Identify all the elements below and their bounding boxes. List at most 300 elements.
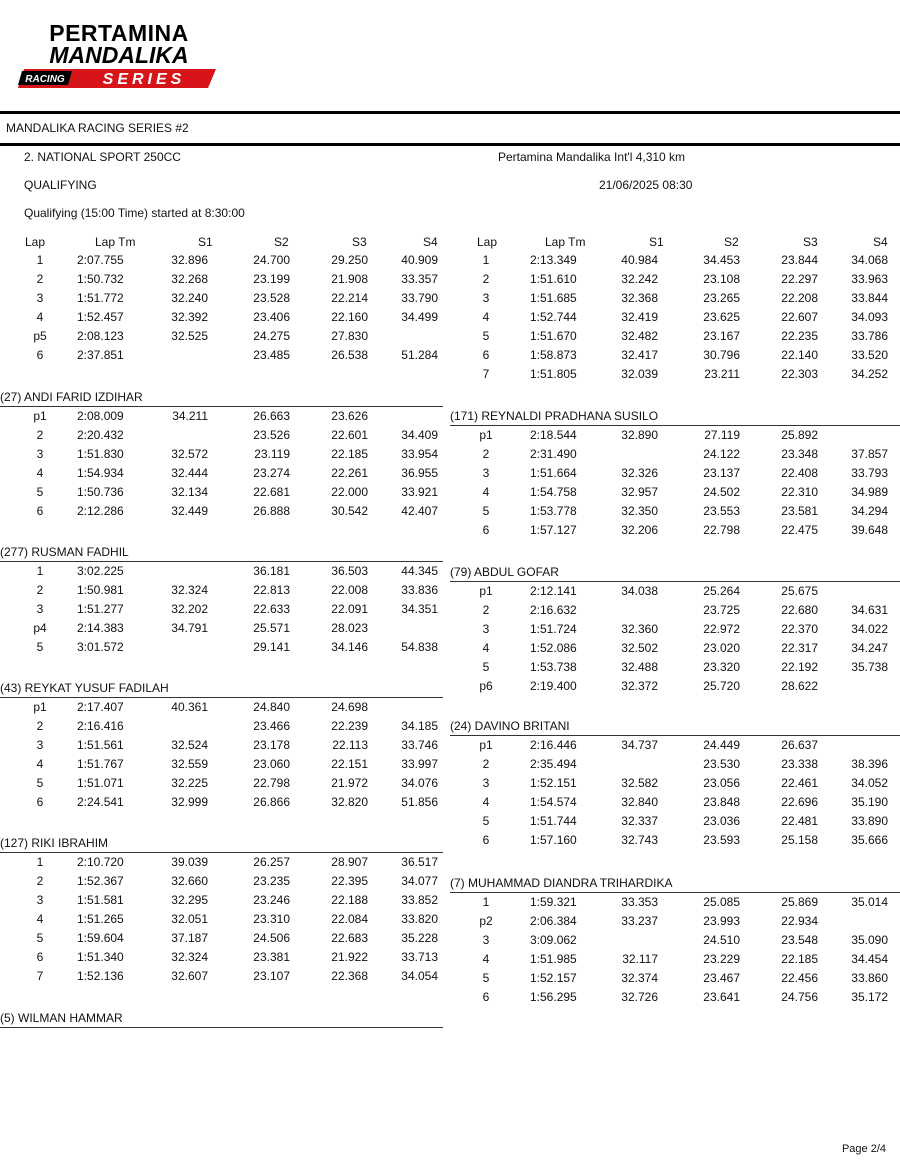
cell-lap: 1 xyxy=(36,253,44,267)
cell-s1: 32.225 xyxy=(171,776,208,790)
cell-lap: 3 xyxy=(482,622,490,636)
cell-s4: 34.454 xyxy=(851,952,888,966)
logo-series-text: SERIES xyxy=(102,71,186,88)
cell-s4: 35.738 xyxy=(851,660,888,674)
cell-s4: 35.666 xyxy=(851,833,888,847)
cell-s3: 22.188 xyxy=(331,893,368,907)
cell-s2: 23.199 xyxy=(253,272,290,286)
cell-s4: 34.077 xyxy=(401,874,438,888)
cell-s3: 22.297 xyxy=(781,272,818,286)
cell-s2: 26.888 xyxy=(253,504,290,518)
cell-tm: 2:18.544 xyxy=(530,428,577,442)
cell-s1: 32.295 xyxy=(171,893,208,907)
cell-s4: 34.294 xyxy=(851,504,888,518)
cell-s4: 34.409 xyxy=(401,428,438,442)
lap-row xyxy=(0,447,445,466)
cell-s1: 32.392 xyxy=(171,310,208,324)
rider-name: (27) ANDI FARID IZDIHAR xyxy=(0,390,143,404)
cell-s3: 24.756 xyxy=(781,990,818,1004)
cell-lap: 2 xyxy=(482,447,490,461)
lap-row xyxy=(450,660,900,679)
cell-tm: 3:01.572 xyxy=(77,640,124,654)
cell-s4: 34.054 xyxy=(401,969,438,983)
cell-s3: 27.830 xyxy=(331,329,368,343)
rider-name: (24) DAVINO BRITANI xyxy=(450,719,570,733)
lap-row xyxy=(0,969,445,988)
cell-s2: 24.502 xyxy=(703,485,740,499)
cell-lap: 3 xyxy=(482,291,490,305)
lap-row xyxy=(450,757,900,776)
cell-s1: 32.524 xyxy=(171,738,208,752)
cell-s3: 22.091 xyxy=(331,602,368,616)
session-start-info: Qualifying (15:00 Time) started at 8:30:00 xyxy=(24,206,245,220)
cell-lap: p1 xyxy=(479,428,493,442)
cell-s2: 23.530 xyxy=(703,757,740,771)
cell-s3: 34.146 xyxy=(331,640,368,654)
cell-lap: 2 xyxy=(482,272,490,286)
cell-s3: 22.601 xyxy=(331,428,368,442)
cell-s1: 32.957 xyxy=(621,485,658,499)
cell-s2: 22.681 xyxy=(253,485,290,499)
cell-s3: 22.185 xyxy=(331,447,368,461)
cell-s1: 32.326 xyxy=(621,466,658,480)
cell-tm: 1:52.367 xyxy=(77,874,124,888)
cell-tm: 2:08.123 xyxy=(77,329,124,343)
lap-row xyxy=(0,738,445,757)
cell-lap: 1 xyxy=(482,253,490,267)
cell-s4: 33.954 xyxy=(401,447,438,461)
cell-s4: 33.746 xyxy=(401,738,438,752)
cell-s3: 22.208 xyxy=(781,291,818,305)
cell-s2: 23.211 xyxy=(704,367,740,381)
cell-s1: 32.482 xyxy=(621,329,658,343)
cell-tm: 1:51.265 xyxy=(77,912,124,926)
lap-row xyxy=(0,776,445,795)
cell-lap: 2 xyxy=(482,757,490,771)
series-logo xyxy=(16,22,222,90)
lap-row xyxy=(450,914,900,933)
cell-s1: 34.211 xyxy=(172,409,208,423)
cell-lap: 4 xyxy=(482,485,490,499)
rider-name: (277) RUSMAN FADHIL xyxy=(0,545,129,559)
cell-s1: 32.242 xyxy=(621,272,658,286)
cell-s3: 23.626 xyxy=(331,409,368,423)
cell-s2: 23.641 xyxy=(703,990,740,1004)
cell-s3: 22.140 xyxy=(781,348,818,362)
lap-row xyxy=(0,272,445,291)
lap-row xyxy=(0,310,445,329)
cell-s1: 32.134 xyxy=(171,485,208,499)
cell-s1: 32.117 xyxy=(622,952,658,966)
cell-lap: 2 xyxy=(36,719,44,733)
header-lap: Lap xyxy=(25,235,46,249)
cell-s3: 22.680 xyxy=(781,603,818,617)
cell-s1: 32.206 xyxy=(621,523,658,537)
lap-row xyxy=(0,329,445,348)
cell-s1: 32.268 xyxy=(171,272,208,286)
lap-row xyxy=(450,990,900,1009)
cell-s4: 36.517 xyxy=(401,855,438,869)
cell-s4: 34.631 xyxy=(851,603,888,617)
cell-lap: 5 xyxy=(482,504,490,518)
cell-s2: 23.993 xyxy=(703,914,740,928)
cell-s4: 54.838 xyxy=(401,640,438,654)
cell-s2: 23.056 xyxy=(703,776,740,790)
cell-s3: 28.907 xyxy=(331,855,368,869)
cell-s3: 22.370 xyxy=(781,622,818,636)
lap-row xyxy=(0,912,445,931)
lap-row xyxy=(450,447,900,466)
logo-line-1: PERTAMINA xyxy=(49,22,189,46)
cell-s4: 42.407 xyxy=(401,504,438,518)
cell-tm: 2:08.009 xyxy=(77,409,124,423)
cell-s3: 22.461 xyxy=(781,776,818,790)
cell-s1: 32.525 xyxy=(171,329,208,343)
cell-s4: 35.014 xyxy=(851,895,888,909)
cell-lap: 3 xyxy=(36,738,44,752)
cell-s2: 23.265 xyxy=(703,291,740,305)
cell-lap: 7 xyxy=(36,969,44,983)
cell-s2: 23.526 xyxy=(253,428,290,442)
cell-s1: 32.337 xyxy=(621,814,658,828)
rider-name: (5) WILMAN HAMMAR xyxy=(0,1011,123,1025)
cell-s1: 32.999 xyxy=(171,795,208,809)
cell-s2: 23.485 xyxy=(253,348,290,362)
cell-s4: 44.345 xyxy=(401,564,438,578)
cell-s4: 33.790 xyxy=(401,291,438,305)
cell-lap: 2 xyxy=(482,603,490,617)
cell-lap: 3 xyxy=(482,466,490,480)
cell-s3: 22.160 xyxy=(331,310,368,324)
cell-s1: 34.038 xyxy=(621,584,658,598)
cell-s1: 32.502 xyxy=(621,641,658,655)
cell-tm: 2:19.400 xyxy=(530,679,577,693)
lap-row xyxy=(0,409,445,428)
cell-s4: 36.955 xyxy=(401,466,438,480)
cell-s3: 25.675 xyxy=(781,584,818,598)
cell-lap: 5 xyxy=(36,485,44,499)
cell-s2: 34.453 xyxy=(703,253,740,267)
cell-tm: 2:35.494 xyxy=(530,757,577,771)
cell-tm: 1:51.610 xyxy=(530,272,577,286)
cell-s4: 34.068 xyxy=(851,253,888,267)
lap-row xyxy=(450,428,900,447)
cell-lap: 6 xyxy=(36,504,44,518)
cell-s3: 24.698 xyxy=(331,700,368,714)
cell-s2: 24.122 xyxy=(703,447,740,461)
cell-s3: 25.892 xyxy=(781,428,818,442)
cell-s4: 34.351 xyxy=(401,602,438,616)
cell-tm: 2:16.446 xyxy=(530,738,577,752)
cell-lap: 3 xyxy=(482,776,490,790)
cell-s4: 35.190 xyxy=(851,795,888,809)
header-lap: Lap xyxy=(477,235,498,249)
lap-row xyxy=(450,738,900,757)
cell-lap: 2 xyxy=(36,272,44,286)
cell-s4: 39.648 xyxy=(851,523,888,537)
cell-s4: 33.921 xyxy=(401,485,438,499)
cell-tm: 1:52.136 xyxy=(77,969,124,983)
cell-s2: 26.866 xyxy=(253,795,290,809)
cell-s1: 32.582 xyxy=(621,776,658,790)
lap-row xyxy=(0,855,445,874)
lap-row xyxy=(450,933,900,952)
lap-row xyxy=(450,603,900,622)
lap-row xyxy=(450,952,900,971)
cell-s4: 34.076 xyxy=(401,776,438,790)
cell-s3: 22.261 xyxy=(331,466,368,480)
cell-lap: 1 xyxy=(36,855,44,869)
cell-s1: 32.324 xyxy=(171,950,208,964)
cell-tm: 1:50.732 xyxy=(77,272,124,286)
cell-tm: 1:57.160 xyxy=(530,833,577,847)
rider-underline xyxy=(0,406,443,407)
cell-s2: 23.246 xyxy=(253,893,290,907)
header-s4: S4 xyxy=(423,235,438,249)
cell-s1: 32.890 xyxy=(621,428,658,442)
cell-s4: 33.890 xyxy=(851,814,888,828)
cell-s2: 23.119 xyxy=(254,447,290,461)
cell-s1: 37.187 xyxy=(171,931,208,945)
cell-s4: 40.909 xyxy=(401,253,438,267)
cell-tm: 1:51.772 xyxy=(77,291,124,305)
cell-s4: 33.852 xyxy=(401,893,438,907)
cell-s2: 22.798 xyxy=(253,776,290,790)
cell-s2: 22.798 xyxy=(703,523,740,537)
rider-name: (171) REYNALDI PRADHANA SUSILO xyxy=(450,409,659,423)
cell-s4: 34.252 xyxy=(851,367,888,381)
cell-s4: 51.856 xyxy=(401,795,438,809)
cell-s2: 25.571 xyxy=(253,621,290,635)
cell-tm: 1:52.157 xyxy=(530,971,577,985)
lap-row xyxy=(450,971,900,990)
cell-s3: 22.395 xyxy=(331,874,368,888)
cell-lap: p5 xyxy=(33,329,47,343)
cell-lap: 3 xyxy=(36,893,44,907)
cell-s4: 34.022 xyxy=(851,622,888,636)
cell-lap: 6 xyxy=(482,523,490,537)
cell-lap: 3 xyxy=(36,602,44,616)
header-rule-top xyxy=(0,111,900,114)
cell-lap: p4 xyxy=(33,621,47,635)
cell-s3: 28.622 xyxy=(781,679,818,693)
cell-lap: 7 xyxy=(482,367,490,381)
cell-tm: 1:53.738 xyxy=(530,660,577,674)
cell-tm: 1:51.685 xyxy=(530,291,577,305)
session-datetime: 21/06/2025 08:30 xyxy=(599,178,693,192)
cell-s3: 25.869 xyxy=(781,895,818,909)
cell-s3: 25.158 xyxy=(781,833,818,847)
cell-s3: 22.481 xyxy=(781,814,818,828)
cell-lap: p2 xyxy=(479,914,493,928)
lap-row xyxy=(0,564,445,583)
cell-s4: 33.786 xyxy=(851,329,888,343)
cell-s2: 24.275 xyxy=(253,329,290,343)
cell-s4: 33.860 xyxy=(851,971,888,985)
cell-lap: 6 xyxy=(482,348,490,362)
cell-tm: 2:13.349 xyxy=(530,253,577,267)
lap-row xyxy=(450,485,900,504)
cell-s3: 22.192 xyxy=(781,660,818,674)
cell-s3: 21.908 xyxy=(331,272,368,286)
lap-row xyxy=(0,757,445,776)
cell-tm: 1:58.873 xyxy=(530,348,577,362)
cell-tm: 1:51.340 xyxy=(77,950,124,964)
cell-lap: 6 xyxy=(482,990,490,1004)
circuit-name: Pertamina Mandalika Int'l 4,310 km xyxy=(498,150,686,164)
cell-s2: 23.528 xyxy=(253,291,290,305)
rider-underline xyxy=(0,1027,443,1028)
cell-s1: 40.361 xyxy=(171,700,208,714)
cell-s1: 32.360 xyxy=(621,622,658,636)
cell-s2: 27.119 xyxy=(704,428,740,442)
cell-s3: 23.548 xyxy=(781,933,818,947)
cell-s2: 23.848 xyxy=(703,795,740,809)
cell-s3: 26.538 xyxy=(331,348,368,362)
rider-underline xyxy=(0,697,443,698)
cell-lap: 4 xyxy=(482,795,490,809)
cell-lap: 1 xyxy=(482,895,490,909)
lap-row xyxy=(450,622,900,641)
cell-lap: p1 xyxy=(33,700,47,714)
rider-underline xyxy=(450,735,900,736)
cell-s3: 22.185 xyxy=(781,952,818,966)
rider-underline xyxy=(0,561,443,562)
cell-s4: 34.499 xyxy=(401,310,438,324)
cell-tm: 1:51.724 xyxy=(530,622,577,636)
cell-s1: 32.039 xyxy=(621,367,658,381)
cell-tm: 1:50.736 xyxy=(77,485,124,499)
lap-row xyxy=(0,583,445,602)
cell-tm: 1:51.670 xyxy=(530,329,577,343)
cell-s1: 34.737 xyxy=(621,738,658,752)
cell-s2: 26.257 xyxy=(253,855,290,869)
cell-s3: 23.348 xyxy=(781,447,818,461)
cell-tm: 1:51.664 xyxy=(530,466,577,480)
cell-lap: 5 xyxy=(482,814,490,828)
cell-s1: 32.607 xyxy=(171,969,208,983)
cell-lap: 2 xyxy=(36,428,44,442)
rider-underline xyxy=(450,892,900,893)
cell-s4: 34.093 xyxy=(851,310,888,324)
lap-row xyxy=(450,310,900,329)
event-title: MANDALIKA RACING SERIES #2 xyxy=(6,121,189,135)
cell-s1: 32.896 xyxy=(171,253,208,267)
cell-s2: 36.181 xyxy=(253,564,290,578)
cell-tm: 2:12.141 xyxy=(530,584,577,598)
header-s3: S3 xyxy=(352,235,367,249)
lap-row xyxy=(450,523,900,542)
cell-tm: 1:51.767 xyxy=(77,757,124,771)
lap-row xyxy=(0,795,445,814)
cell-s3: 22.235 xyxy=(781,329,818,343)
cell-lap: 3 xyxy=(36,291,44,305)
lap-row xyxy=(0,893,445,912)
lap-row xyxy=(0,621,445,640)
cell-s1: 32.840 xyxy=(621,795,658,809)
cell-s2: 24.449 xyxy=(703,738,740,752)
cell-s2: 26.663 xyxy=(253,409,290,423)
cell-s4: 33.836 xyxy=(401,583,438,597)
cell-s1: 32.660 xyxy=(171,874,208,888)
cell-s4: 34.052 xyxy=(851,776,888,790)
cell-s3: 22.317 xyxy=(781,641,818,655)
cell-s1: 32.419 xyxy=(621,310,658,324)
cell-s2: 23.229 xyxy=(703,952,740,966)
lap-row xyxy=(450,641,900,660)
cell-tm: 1:53.778 xyxy=(530,504,577,518)
cell-s1: 32.743 xyxy=(621,833,658,847)
cell-s2: 22.972 xyxy=(703,622,740,636)
cell-s3: 32.820 xyxy=(331,795,368,809)
cell-s3: 23.338 xyxy=(781,757,818,771)
cell-s1: 32.559 xyxy=(171,757,208,771)
cell-tm: 1:52.457 xyxy=(77,310,124,324)
cell-s2: 24.700 xyxy=(253,253,290,267)
cell-lap: 3 xyxy=(36,447,44,461)
cell-s3: 22.683 xyxy=(331,931,368,945)
cell-s3: 26.637 xyxy=(781,738,818,752)
cell-s1: 32.572 xyxy=(171,447,208,461)
cell-s4: 34.247 xyxy=(851,641,888,655)
lap-row xyxy=(0,253,445,272)
cell-s4: 33.963 xyxy=(851,272,888,286)
cell-s2: 24.510 xyxy=(703,933,740,947)
cell-s4: 33.793 xyxy=(851,466,888,480)
cell-s2: 23.320 xyxy=(703,660,740,674)
lap-row xyxy=(450,833,900,852)
lap-row xyxy=(0,700,445,719)
cell-s4: 33.357 xyxy=(401,272,438,286)
cell-lap: p1 xyxy=(479,584,493,598)
cell-lap: 3 xyxy=(482,933,490,947)
cell-s3: 22.239 xyxy=(331,719,368,733)
cell-s3: 22.113 xyxy=(332,738,368,752)
cell-s1: 32.374 xyxy=(621,971,658,985)
lap-row xyxy=(0,485,445,504)
rider-underline xyxy=(450,581,900,582)
cell-lap: 5 xyxy=(36,640,44,654)
header-s4: S4 xyxy=(873,235,888,249)
lap-row xyxy=(450,329,900,348)
lap-row xyxy=(450,348,900,367)
cell-lap: p1 xyxy=(479,738,493,752)
lap-row xyxy=(0,719,445,738)
cell-lap: 4 xyxy=(36,912,44,926)
cell-s3: 22.214 xyxy=(331,291,368,305)
cell-s2: 23.235 xyxy=(253,874,290,888)
rider-name: (7) MUHAMMAD DIANDRA TRIHARDIKA xyxy=(450,876,673,890)
cell-tm: 2:12.286 xyxy=(77,504,124,518)
cell-lap: 2 xyxy=(36,874,44,888)
cell-s2: 23.108 xyxy=(703,272,740,286)
cell-tm: 2:16.416 xyxy=(77,719,124,733)
cell-s2: 23.593 xyxy=(703,833,740,847)
cell-s2: 23.553 xyxy=(703,504,740,518)
cell-s2: 23.381 xyxy=(253,950,290,964)
header-s3: S3 xyxy=(803,235,818,249)
lap-row xyxy=(450,504,900,523)
lap-row xyxy=(450,466,900,485)
cell-tm: 2:06.384 xyxy=(530,914,577,928)
cell-s3: 22.934 xyxy=(781,914,818,928)
logo-racing-text: RACING xyxy=(25,74,65,85)
cell-lap: 4 xyxy=(36,466,44,480)
cell-s2: 22.633 xyxy=(253,602,290,616)
cell-s3: 22.310 xyxy=(781,485,818,499)
cell-s1: 33.237 xyxy=(621,914,658,928)
cell-s1: 32.051 xyxy=(171,912,208,926)
